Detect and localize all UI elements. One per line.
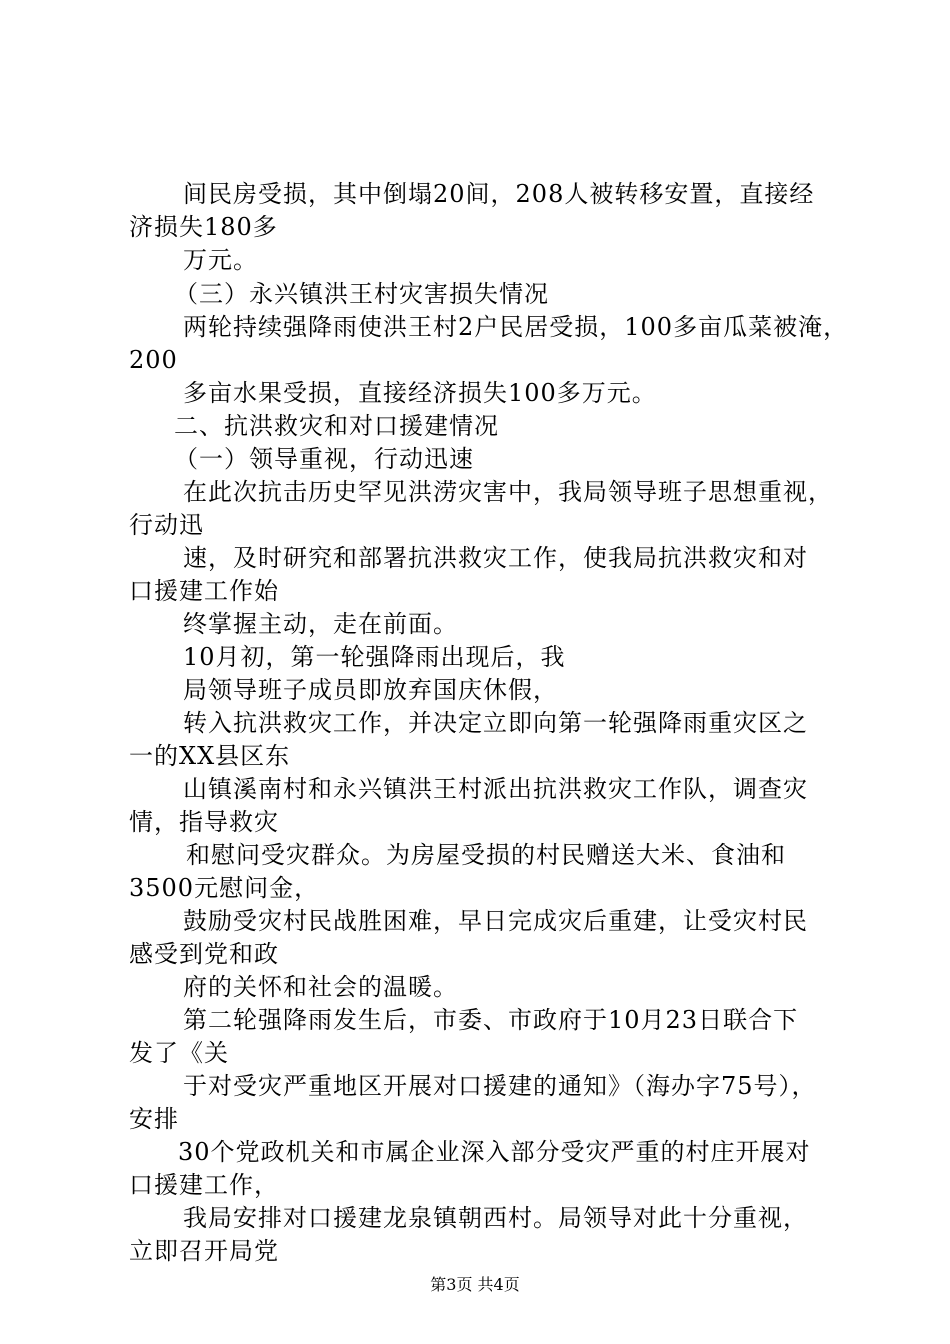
text-line: 府的关怀和社会的温暖。	[183, 973, 458, 1001]
text-line: 多亩水果受损，直接经济损失100多万元。	[183, 379, 657, 407]
text-line: （一）领导重视，行动迅速	[174, 445, 474, 473]
text-line: 局领导班子成员即放弃国庆休假，	[183, 676, 558, 704]
text-line: 立即召开局党	[129, 1237, 279, 1265]
text-line: 和慰问受灾群众。为房屋受损的村民赠送大米、食油和	[186, 841, 786, 869]
text-line: 于对受灾严重地区开展对口援建的通知》（海办字75号），	[183, 1072, 817, 1100]
text-line: 一的XX县区东	[129, 742, 291, 770]
text-line: 200	[129, 346, 178, 374]
text-line: 感受到党和政	[129, 940, 279, 968]
text-line: 在此次抗击历史罕见洪涝灾害中，我局领导班子思想重视，	[183, 478, 833, 506]
text-line: 3500元慰问金，	[129, 874, 320, 902]
text-line: 转入抗洪救灾工作，并决定立即向第一轮强降雨重灾区之	[183, 709, 808, 737]
text-line: 速，及时研究和部署抗洪救灾工作，使我局抗洪救灾和对	[183, 544, 808, 572]
text-line: 发了《关	[129, 1039, 229, 1067]
text-line: 终掌握主动，走在前面。	[183, 610, 458, 638]
text-line: 济损失180多	[129, 213, 278, 241]
text-line: 30个党政机关和市属企业深入部分受灾严重的村庄开展对	[178, 1138, 811, 1166]
text-line: 间民房受损，其中倒塌20间，208人被转移安置，直接经	[183, 180, 815, 208]
text-line: 情，指导救灾	[129, 808, 279, 836]
text-line: 山镇溪南村和永兴镇洪王村派出抗洪救灾工作队，调查灾	[183, 775, 808, 803]
text-line: 行动迅	[129, 511, 204, 539]
text-line: 安排	[129, 1105, 179, 1133]
text-line: 第二轮强降雨发生后，市委、市政府于10月23日联合下	[183, 1006, 799, 1034]
text-line: 鼓励受灾村民战胜困难，早日完成灾后重建，让受灾村民	[183, 907, 808, 935]
text-line: 我局安排对口援建龙泉镇朝西村。局领导对此十分重视，	[183, 1204, 808, 1232]
text-line: 口援建工作，	[129, 1171, 279, 1199]
text-line: 口援建工作始	[129, 577, 279, 605]
text-line: 二、抗洪救灾和对口援建情况	[174, 412, 499, 440]
text-line: 10月初，第一轮强降雨出现后，我	[183, 643, 566, 671]
text-line: 两轮持续强降雨使洪王村2户民居受损，100多亩瓜菜被淹，	[183, 313, 849, 341]
text-line: （三）永兴镇洪王村灾害损失情况	[174, 280, 549, 308]
page-footer: 第3页 共4页	[430, 1275, 520, 1294]
text-line: 万元。	[183, 246, 258, 274]
